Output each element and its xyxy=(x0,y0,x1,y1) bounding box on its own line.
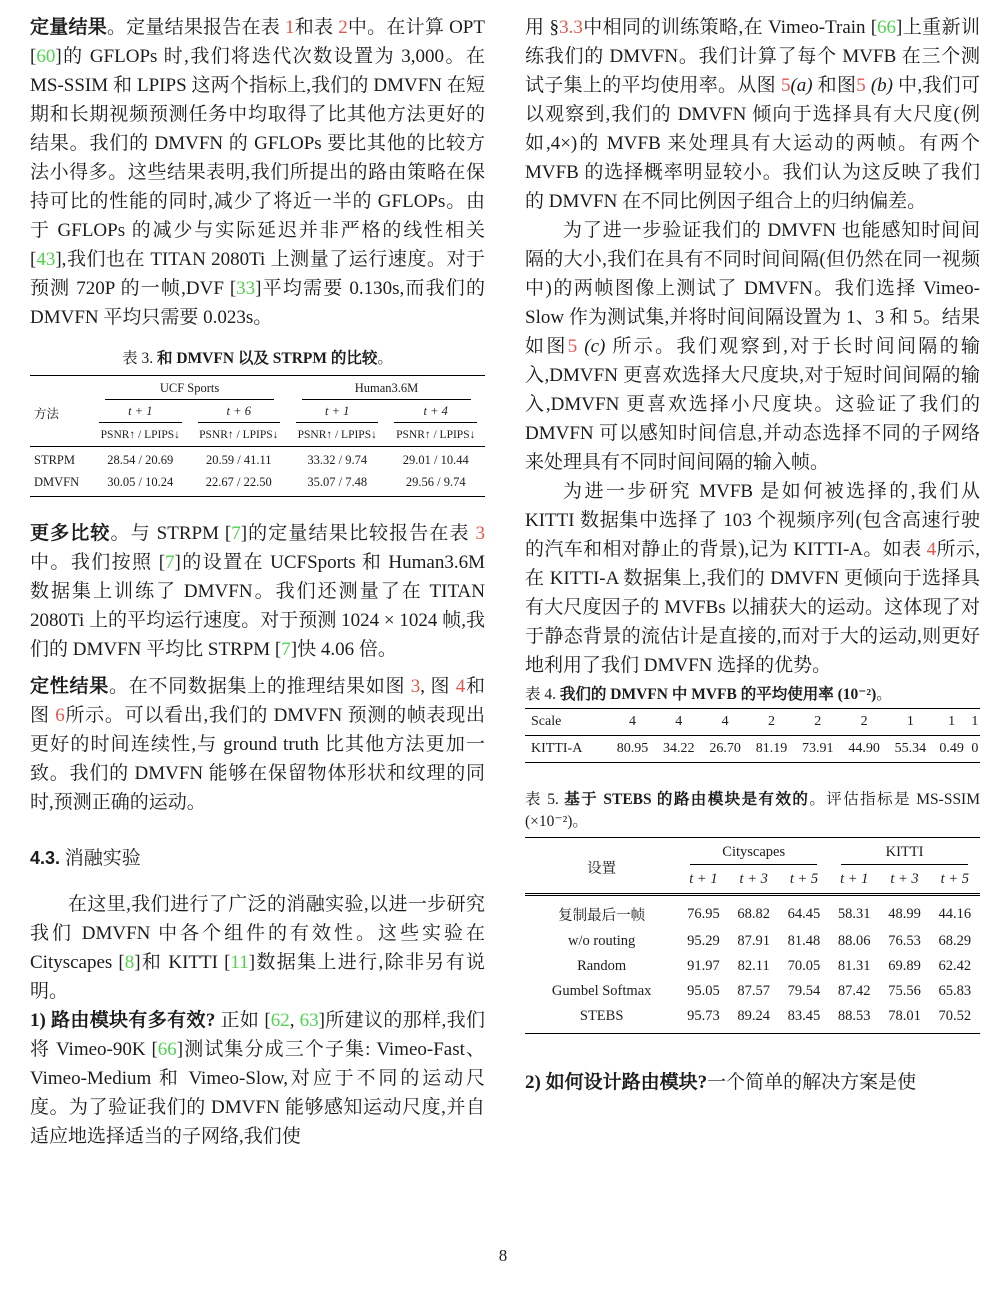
text-segment: 。与 STRPM [ xyxy=(110,523,232,544)
table-3-subheader-t1b: t + 1 xyxy=(288,402,386,425)
text-segment: 8 xyxy=(124,952,135,973)
table-5 xyxy=(525,837,980,1034)
table-cell: 95.73 xyxy=(687,1008,720,1024)
text-segment: 63 xyxy=(299,1010,319,1031)
table-cell: 22.67 / 22.50 xyxy=(205,475,272,489)
text-segment: 43 xyxy=(36,249,56,270)
paragraph-more-comparisons xyxy=(30,519,485,664)
text-segment: 和图 xyxy=(812,75,857,96)
table-row xyxy=(525,979,980,1004)
table-cell: 26.70 xyxy=(709,741,741,756)
text-segment: ]数据集上进行,除非另有说明。 xyxy=(30,952,485,1002)
text-segment: 3 xyxy=(410,676,421,697)
table-cell: 4 xyxy=(609,709,655,736)
table-4-block xyxy=(525,684,980,763)
text-segment: 6 xyxy=(55,705,65,726)
paragraph-kitti-a xyxy=(525,477,980,680)
text-segment: 正如 [ xyxy=(215,1010,271,1031)
text-segment: 5 xyxy=(567,336,578,357)
table-cell: 48.99 xyxy=(888,906,921,922)
text-segment: ]快 4.06 倍。 xyxy=(290,639,397,660)
table-3-method-header: 方法 xyxy=(30,376,91,447)
text-segment: 3.3 xyxy=(559,17,583,38)
paragraph-quantitative-results xyxy=(30,13,485,332)
table-cell: 4 xyxy=(702,709,748,736)
table-5-subheader: t + 5 xyxy=(930,868,980,895)
page-number: 8 xyxy=(498,1246,508,1265)
text-segment: ]的设置在 UCFSports 和 Human3.6M 数据集上训练了 DMVFN。我们还测量了在 TITAN 2080Ti 上的平均运行速度。对于预测 1024 × 1024 帧,我们的 DMVFN 平均比 STRPM [ xyxy=(30,552,486,660)
table-3-body xyxy=(30,447,485,497)
text-segment: 定量结果 xyxy=(30,17,107,38)
table-5-subheader: t + 1 xyxy=(829,868,879,895)
table-cell: 33.32 / 9.74 xyxy=(307,453,368,467)
text-segment: 和图 xyxy=(30,676,485,726)
text-segment: 为了进一步验证我们的 DMVFN 也能感知时间间隔的大小,我们在具有不同时间间隔(但仍然在同一视频中)的两帧图像上测试了 DMVFN。我们选择 Vimeo-Slow 作为测试集,并将时间间隔设置为 1、3 和 5。结果如图 xyxy=(525,220,980,357)
table-cell: 76.53 xyxy=(888,933,921,949)
table-cell: 0.49 xyxy=(939,741,964,756)
text-segment: 中,我们可以观察到,我们的 DMVFN 倾向于选择具有大尺度(例如,4×)的 MVFB 来处理具有大运动的两帧。有两个 MVFB 的选择概率明显较小。我们认为这反映了我们的 DMVFN 在不同比例因子组合上的归纳偏差。 xyxy=(525,75,980,212)
table-cell: 64.45 xyxy=(787,906,821,922)
table-cell: 2 xyxy=(748,709,794,736)
text-segment: 7 xyxy=(281,639,291,660)
table-3-header xyxy=(30,376,485,447)
table-cell: 1 xyxy=(970,709,980,736)
text-segment: 7 xyxy=(231,523,241,544)
table-cell: 81.48 xyxy=(787,933,821,949)
text-segment: ]测试集分成三个子集: Vimeo-Fast、Vimeo-Medium 和 Vimeo-Slow,对应于不同的运动尺度。为了验证我们的 DMVFN 能够感知运动尺度,并自适应地选择适当的子网络,我们使 xyxy=(30,1039,485,1147)
table-3-metric-header: PSNR↑ / LPIPS↓ xyxy=(386,425,485,447)
text-segment: 和 DMVFN 以及 STRPM 的比较 xyxy=(156,350,378,367)
table-3-group-human36m: Human3.6M xyxy=(288,376,485,403)
table-3-block xyxy=(30,348,485,497)
section-number: 4.3. xyxy=(30,848,61,868)
section-heading-4-3 xyxy=(30,843,485,870)
table-5-caption xyxy=(525,789,980,833)
table-cell: 95.05 xyxy=(687,983,720,999)
text-segment: 更多比较 xyxy=(30,523,111,544)
table-5-subheader: t + 5 xyxy=(779,868,829,895)
table-cell: 44.16 xyxy=(938,906,972,922)
text-segment: ]和 KITTI [ xyxy=(134,952,231,973)
table-cell: 44.90 xyxy=(848,741,880,756)
table-3-caption xyxy=(30,348,485,370)
table-5-setting-header: 设置 xyxy=(525,838,678,895)
table-cell: 70.52 xyxy=(938,1008,972,1024)
text-segment: 1 xyxy=(285,17,295,38)
text-segment: 为进一步研究 MVFB 是如何被选择的,我们从 KITTI 数据集中选择了 103 个视频序列(包含高速行驶的汽车和相对静止的背景),记为 KITTI-A。如表 xyxy=(525,481,980,560)
paragraph-routing-effectiveness xyxy=(30,1006,485,1151)
table-3-metric-header: PSNR↑ / LPIPS↓ xyxy=(91,425,189,447)
text-segment: 66 xyxy=(877,17,897,38)
text-segment: 4 xyxy=(455,676,466,697)
text-segment: 中相同的训练策略,在 Vimeo-Train [ xyxy=(582,17,878,38)
table-cell: 76.95 xyxy=(687,906,720,922)
text-segment: 中。我们按照 [ xyxy=(30,552,166,573)
table-cell: 35.07 / 7.48 xyxy=(307,475,368,489)
table-cell: 70.05 xyxy=(787,958,821,974)
table-3 xyxy=(30,375,485,497)
table-cell: 68.29 xyxy=(938,933,972,949)
table-4 xyxy=(525,708,980,763)
text-segment: 表 3. xyxy=(122,350,157,367)
table-cell: 62.42 xyxy=(938,958,972,974)
table-cell: 34.22 xyxy=(663,741,695,756)
table-cell: 91.97 xyxy=(687,958,720,974)
table-3-subheader-t1: t + 1 xyxy=(91,402,189,425)
text-segment: 基于 STEBS 的路由模块是有效的 xyxy=(564,791,810,808)
table-3-subheader-t4: t + 4 xyxy=(386,402,485,425)
text-segment: 60 xyxy=(36,46,56,67)
table-cell: 73.91 xyxy=(802,741,834,756)
paragraph-temporal-interval xyxy=(525,216,980,477)
table-row xyxy=(525,709,980,736)
table-row xyxy=(30,447,485,472)
text-segment: 。定量结果报告在表 xyxy=(106,17,286,38)
table-cell: 95.29 xyxy=(687,933,720,949)
table-cell: 55.34 xyxy=(894,741,927,756)
row-label: w/o routing xyxy=(568,933,636,949)
text-segment: ]上重新训练我们的 DMVFN。我们计算了每个 MVFB 在三个测试子集上的平均使用率。从图 xyxy=(525,17,980,96)
table-cell: 68.82 xyxy=(737,906,771,922)
text-segment: 用 § xyxy=(525,17,560,38)
table-cell: 30.05 / 10.24 xyxy=(107,475,174,489)
text-segment: ]的 GFLOPs 时,我们将迭代次数设置为 3,000。在 MS-SSIM 和 LPIPS 这两个指标上,我们的 DMVFN 在短期和长期视频预测任务中均取得了比其他方法更好的结果。我们的 DMVFN 的 GFLOPs 要比其他的比较方法小得多。这些结果表明,我们所提出的路由策略在保持可比的性能的同时,减少了将近一半的 GFLOPs。由于 GFLOPs 的减少与实际延迟并非严格的线性相关 [ xyxy=(30,46,485,270)
text-segment: 我们的 DMVFN 中 MVFB 的平均使用率 (10⁻²) xyxy=(559,686,877,703)
table-cell: 58.31 xyxy=(837,906,871,922)
table-cell: 81.19 xyxy=(755,741,788,756)
text-segment: (b) xyxy=(865,75,893,96)
table-cell: 65.83 xyxy=(938,983,972,999)
text-segment: ]的定量结果比较报告在表 xyxy=(240,523,476,544)
table-cell: 88.06 xyxy=(837,933,871,949)
text-segment: 一个简单的解决方案是使 xyxy=(707,1072,917,1093)
text-segment: 66 xyxy=(157,1039,177,1060)
table-cell: 29.01 / 10.44 xyxy=(402,453,469,467)
paragraph-retrain-mvfb xyxy=(525,13,980,216)
table-cell: 87.42 xyxy=(837,983,871,999)
table-5-body xyxy=(525,895,980,1034)
text-segment: 。 xyxy=(377,350,393,367)
row-label: 复制最后一帧 xyxy=(558,908,646,924)
table-5-subheader: t + 3 xyxy=(879,868,929,895)
table-row xyxy=(525,1004,980,1034)
text-segment: 33 xyxy=(236,278,256,299)
table-4-caption xyxy=(525,684,980,706)
table-cell: 79.54 xyxy=(787,983,821,999)
text-segment: 定性结果 xyxy=(30,676,109,697)
text-segment: ? xyxy=(205,1010,216,1031)
table-3-group-ucf-sports: UCF Sports xyxy=(91,376,288,403)
row-label: KITTI-A xyxy=(531,741,583,756)
text-segment: ]所建议的那样,我们将 Vimeo-90K [ xyxy=(30,1010,486,1060)
table-cell: 1 xyxy=(887,709,933,736)
table-cell: 2 xyxy=(841,709,887,736)
text-segment: 62 xyxy=(270,1010,290,1031)
table-5-subheader: t + 1 xyxy=(678,868,728,895)
table-cell: 89.24 xyxy=(737,1008,771,1024)
section-title: 消融实验 xyxy=(64,848,141,869)
table-row xyxy=(525,895,980,930)
table-cell: 20.59 / 41.11 xyxy=(206,453,272,467)
table-cell: 69.89 xyxy=(888,958,921,974)
table-cell: 75.56 xyxy=(888,983,921,999)
text-segment: , xyxy=(289,1010,300,1031)
text-segment: 1) 路由模块有多有效 xyxy=(30,1010,206,1031)
left-column xyxy=(30,13,485,1151)
text-segment: 中。在计算 OPT [ xyxy=(30,17,485,67)
text-segment: 2 xyxy=(338,17,348,38)
row-label: STRPM xyxy=(34,453,75,467)
table-cell: 88.53 xyxy=(837,1008,871,1024)
text-segment: 4 xyxy=(926,539,937,560)
text-segment: 5 xyxy=(780,75,791,96)
table-row xyxy=(525,929,980,954)
table-5-group-kitti: KITTI xyxy=(829,838,980,869)
row-label: Random xyxy=(577,958,627,974)
paragraph-routing-design xyxy=(525,1068,980,1097)
row-label: Gumbel Softmax xyxy=(551,983,652,999)
table-5-header xyxy=(525,838,980,895)
text-segment: 。 xyxy=(876,686,892,703)
table-row xyxy=(525,736,980,763)
table-3-subheader-t6: t + 6 xyxy=(190,402,288,425)
table-5-block xyxy=(525,789,980,1034)
text-segment: (a) xyxy=(790,75,813,96)
table-cell: 29.56 / 9.74 xyxy=(405,475,466,489)
table-cell: 87.57 xyxy=(737,983,771,999)
text-segment: 在这里,我们进行了广泛的消融实验,以进一步研究我们 DMVFN 中各个组件的有效性。这些实验在 Cityscapes [ xyxy=(30,894,485,973)
table-cell: 4 xyxy=(656,709,702,736)
table-cell: 2 xyxy=(795,709,841,736)
table-row xyxy=(30,472,485,497)
text-segment: 表 4. xyxy=(525,686,560,703)
table-3-metric-header: PSNR↑ / LPIPS↓ xyxy=(288,425,386,447)
text-segment: 11 xyxy=(230,952,249,973)
table-cell: 28.54 / 20.69 xyxy=(107,453,174,467)
table-5-subheader: t + 3 xyxy=(729,868,779,895)
text-segment: 。在不同数据集上的推理结果如图 xyxy=(109,676,411,697)
row-label: Scale xyxy=(525,709,609,736)
text-segment: 。评估指标是 MS-SSIM (×10⁻²)。 xyxy=(525,791,981,830)
right-column xyxy=(525,13,980,1151)
text-segment: 所示,在 KITTI-A 数据集上,我们的 DMVFN 更倾向于选择具有大尺度因子的 MVFBs 以捕获大的运动。这体现了对于静态背景的流估计是直接的,而对于大的运动,则更好地利用了我们 DMVFN 选择的优势。 xyxy=(525,539,980,676)
row-label: DMVFN xyxy=(34,475,80,489)
text-segment: 所示。我们观察到,对于长时间间隔的输入,DMVFN 更喜欢选择大尺度块,对于短时间间隔的输入,DMVFN 更喜欢选择小尺度块。这验证了我们的 DMVFN 可以感知时间信息,并动态选择不同的子网络来处理具有不同时间间隔的输入帧。 xyxy=(525,336,980,473)
text-segment: 所示。可以看出,我们的 DMVFN 预测的帧表现出更好的时间连续性,与 ground truth 比其他方法更加一致。我们的 DMVFN 能够在保留物体形状和纹理的同时,预测正确的运动。 xyxy=(30,705,485,813)
table-row xyxy=(525,954,980,979)
text-segment: 和表 xyxy=(294,17,339,38)
text-segment: (c) xyxy=(577,336,613,357)
table-cell: 82.11 xyxy=(737,958,770,974)
text-segment: ],我们也在 TITAN 2080Ti 上测量了运行速度。对于预测 720P 的一帧,DVF [ xyxy=(30,249,485,299)
paragraph-qualitative-results xyxy=(30,672,485,817)
table-cell: 80.95 xyxy=(616,741,649,756)
table-3-metric-header: PSNR↑ / LPIPS↓ xyxy=(190,425,288,447)
text-segment: 2) 如何设计路由模块? xyxy=(525,1072,708,1093)
text-segment: 5 xyxy=(856,75,866,96)
table-cell: 78.01 xyxy=(888,1008,921,1024)
text-segment: 3 xyxy=(475,523,485,544)
table-cell: 87.91 xyxy=(737,933,771,949)
table-cell: 81.31 xyxy=(837,958,871,974)
text-segment: , 图 xyxy=(420,676,456,697)
paragraph-ablation-intro xyxy=(30,890,485,1006)
text-segment: 7 xyxy=(165,552,175,573)
table-cell: 1 xyxy=(934,709,970,736)
row-label: STEBS xyxy=(579,1008,624,1024)
table-5-group-cityscapes: Cityscapes xyxy=(678,838,829,869)
table-cell: 83.45 xyxy=(787,1008,821,1024)
table-cell: 0 xyxy=(971,741,979,756)
text-segment: ]平均需要 0.130s,而我们的 DMVFN 平均只需要 0.023s。 xyxy=(30,278,485,328)
text-segment: 表 5. xyxy=(525,791,565,808)
table-4-body xyxy=(525,709,980,763)
